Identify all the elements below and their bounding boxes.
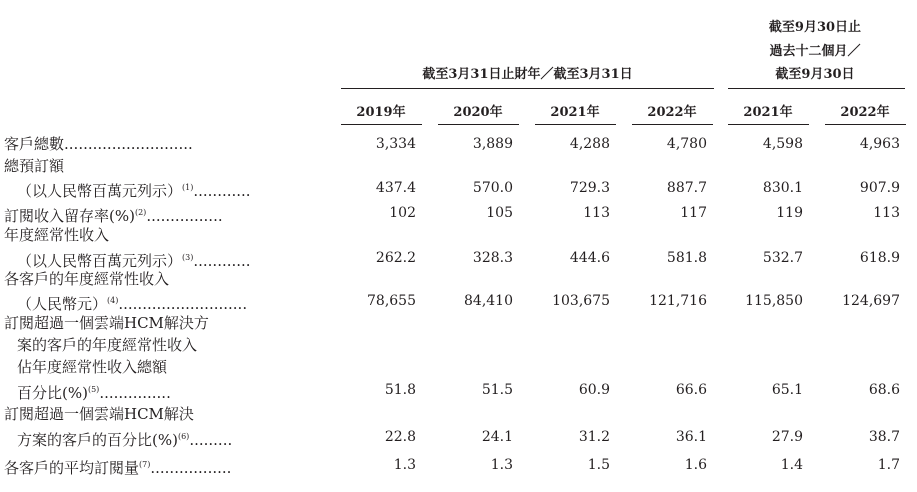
- dot-leader: ...........................: [64, 135, 193, 153]
- footnote-ref: (2): [134, 208, 147, 217]
- row-label: 訂閱超過一個雲端HCM解決: [4, 405, 194, 423]
- table-cell: 68.6: [868, 382, 900, 398]
- column-rule-3: [535, 124, 616, 125]
- table-cell: 444.6: [569, 250, 610, 266]
- footnote-ref: (1): [182, 183, 194, 192]
- table-cell: 117: [680, 205, 707, 221]
- table-cell: 4,598: [762, 136, 803, 152]
- table-cell: 60.9: [578, 382, 610, 398]
- column-rule-2: [438, 124, 519, 125]
- column-header: 2020年: [453, 105, 503, 120]
- column-rule-6: [825, 124, 906, 125]
- dot-leader: ...............: [99, 384, 171, 402]
- row-label: 總預訂額: [4, 157, 65, 175]
- table-cell: 51.5: [481, 382, 513, 398]
- column-header: 2022年: [647, 105, 697, 120]
- table-cell: 84,410: [464, 293, 513, 309]
- table-cell: 1.7: [877, 457, 900, 473]
- row-label: 訂閱超過一個雲端HCM解決方: [4, 314, 209, 332]
- dot-leader: .................: [150, 459, 232, 477]
- table-cell: 124,697: [842, 293, 900, 309]
- table-cell: 1.5: [587, 457, 610, 473]
- footnote-ref: (3): [182, 253, 194, 262]
- group-header-ltm-line3: 截至9月30日: [775, 67, 855, 82]
- dot-leader: ............: [193, 252, 251, 270]
- column-header: 2022年: [840, 105, 890, 120]
- table-cell: 618.9: [859, 250, 900, 266]
- table-cell: 1.6: [684, 457, 707, 473]
- row-label: （人民幣元）$^{(4)}$...........................: [17, 295, 248, 313]
- table-cell: 532.7: [762, 250, 803, 266]
- column-rule-1: [341, 124, 422, 125]
- column-rule-5: [728, 124, 809, 125]
- table-cell: 51.8: [384, 382, 416, 398]
- column-header: 2021年: [743, 105, 793, 120]
- table-cell: 27.9: [771, 429, 803, 445]
- table-cell: 66.6: [675, 382, 707, 398]
- footnote-ref: (7): [139, 460, 151, 469]
- table-cell: 103,675: [552, 293, 610, 309]
- table-cell: 3,889: [472, 136, 513, 152]
- table-cell: 65.1: [771, 382, 803, 398]
- group-rule-fiscal: [341, 88, 714, 89]
- footnote-ref: (4): [107, 296, 119, 305]
- table-cell: 3,334: [375, 136, 416, 152]
- column-header: 2019年: [356, 105, 406, 120]
- table-cell: 1.3: [393, 457, 416, 473]
- table-cell: 102: [389, 205, 416, 221]
- column-rule-4: [632, 124, 713, 125]
- table-cell: 119: [776, 205, 803, 221]
- dot-leader: ............: [193, 182, 251, 200]
- row-label: 各客戶的年度經常性收入: [4, 270, 170, 288]
- table-cell: 36.1: [675, 429, 707, 445]
- table-cell: 4,963: [859, 136, 900, 152]
- row-label: 各客戶的平均訂閱量$^{(7)}$.................: [4, 459, 232, 477]
- table-cell: 570.0: [472, 180, 513, 196]
- row-label: 客戶總數...........................: [4, 135, 193, 153]
- group-header-fiscal-year: 截至3月31日止財年／截至3月31日: [422, 67, 633, 82]
- table-cell: 115,850: [745, 293, 803, 309]
- table-cell: 24.1: [481, 429, 513, 445]
- row-label: 方案的客戶的百分比(%)$^{(6)}$.........: [17, 431, 233, 449]
- table-cell: 1.4: [780, 457, 803, 473]
- table-cell: 4,288: [569, 136, 610, 152]
- row-label: （以人民幣百萬元列示）$^{(1)}$............: [17, 182, 251, 200]
- table-cell: 1.3: [490, 457, 513, 473]
- table-cell: 105: [486, 205, 513, 221]
- dot-leader: .........: [189, 431, 233, 449]
- table-cell: 4,780: [666, 136, 707, 152]
- row-label: 佔年度經常性收入總額: [17, 358, 168, 376]
- table-cell: 31.2: [578, 429, 610, 445]
- row-label: 年度經常性收入: [4, 226, 110, 244]
- table-cell: 887.7: [666, 180, 707, 196]
- column-header: 2021年: [550, 105, 600, 120]
- table-cell: 38.7: [868, 429, 900, 445]
- table-cell: 729.3: [569, 180, 610, 196]
- dot-leader: ................: [146, 207, 223, 225]
- group-header-ltm-line2: 過去十二個月／: [769, 44, 861, 59]
- group-header-ltm-line1: 截至9月30日止: [768, 20, 862, 35]
- table-cell: 328.3: [472, 250, 513, 266]
- table-cell: 830.1: [762, 180, 803, 196]
- table-cell: 121,716: [649, 293, 707, 309]
- dot-leader: ...........................: [118, 295, 248, 313]
- table-cell: 262.2: [375, 250, 416, 266]
- row-label: （以人民幣百萬元列示）$^{(3)}$............: [17, 252, 251, 270]
- table-cell: 78,655: [367, 293, 416, 309]
- row-label: 訂閱收入留存率(%)$^{(2)}$................: [4, 207, 223, 225]
- footnote-ref: (5): [87, 385, 100, 394]
- row-label: 百分比(%)$^{(5)}$...............: [17, 384, 171, 402]
- table-cell: 113: [873, 205, 900, 221]
- table-cell: 113: [583, 205, 610, 221]
- table-cell: 907.9: [859, 180, 900, 196]
- footnote-ref: (6): [177, 432, 190, 441]
- table-cell: 22.8: [384, 429, 416, 445]
- table-cell: 581.8: [666, 250, 707, 266]
- table-cell: 437.4: [375, 180, 416, 196]
- group-rule-ltm: [728, 88, 905, 89]
- row-label: 案的客戶的年度經常性收入: [17, 336, 198, 354]
